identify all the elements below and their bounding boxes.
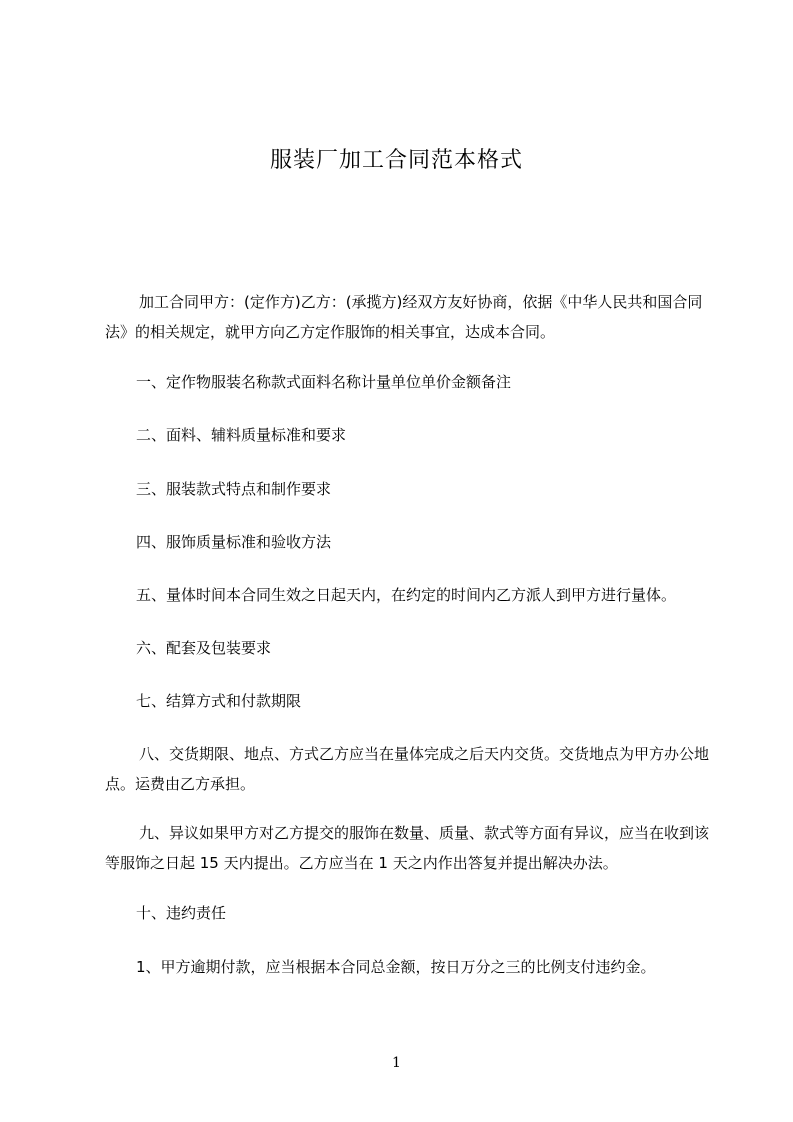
clause-2: 二、面料、辅料质量标准和要求 (136, 426, 347, 444)
clause-10-item-1: 1、甲方逾期付款，应当根据本合同总金额，按日万分之三的比例支付违约金。 (136, 958, 656, 976)
intro-paragraph: 加工合同甲方：(定作方)乙方：(承揽方)经双方友好协商，依据《中华人民共和国合同法》的相关规定，就甲方向乙方定作服饰的相关事宜，达成本合同。 (105, 293, 703, 341)
clause-1: 一、定作物服装名称款式面料名称计量单位单价金额备注 (136, 373, 512, 391)
clause-3: 三、服装款式特点和制作要求 (136, 480, 332, 498)
clause-4: 四、服饰质量标准和验收方法 (136, 533, 332, 551)
clause-8: 八、交货期限、地点、方式乙方应当在量体完成之后天内交货。交货地点为甲方办公地点。运费由乙方承担。 (105, 745, 710, 793)
clause-6: 六、配套及包装要求 (136, 639, 272, 657)
page-number: 1 (392, 1055, 401, 1071)
clause-7: 七、结算方式和付款期限 (136, 692, 302, 710)
document-title: 服装厂加工合同范本格式 (269, 148, 523, 173)
clause-9: 九、异议如果甲方对乙方提交的服饰在数量、质量、款式等方面有异议，应当在收到该等服饰之日起 15 天内提出。乙方应当在 1 天之内作出答复并提出解决办法。 (105, 824, 710, 872)
clause-10: 十、违约责任 (136, 904, 227, 922)
clause-5: 五、量体时间本合同生效之日起天内，在约定的时间内乙方派人到甲方进行量体。 (136, 586, 677, 604)
